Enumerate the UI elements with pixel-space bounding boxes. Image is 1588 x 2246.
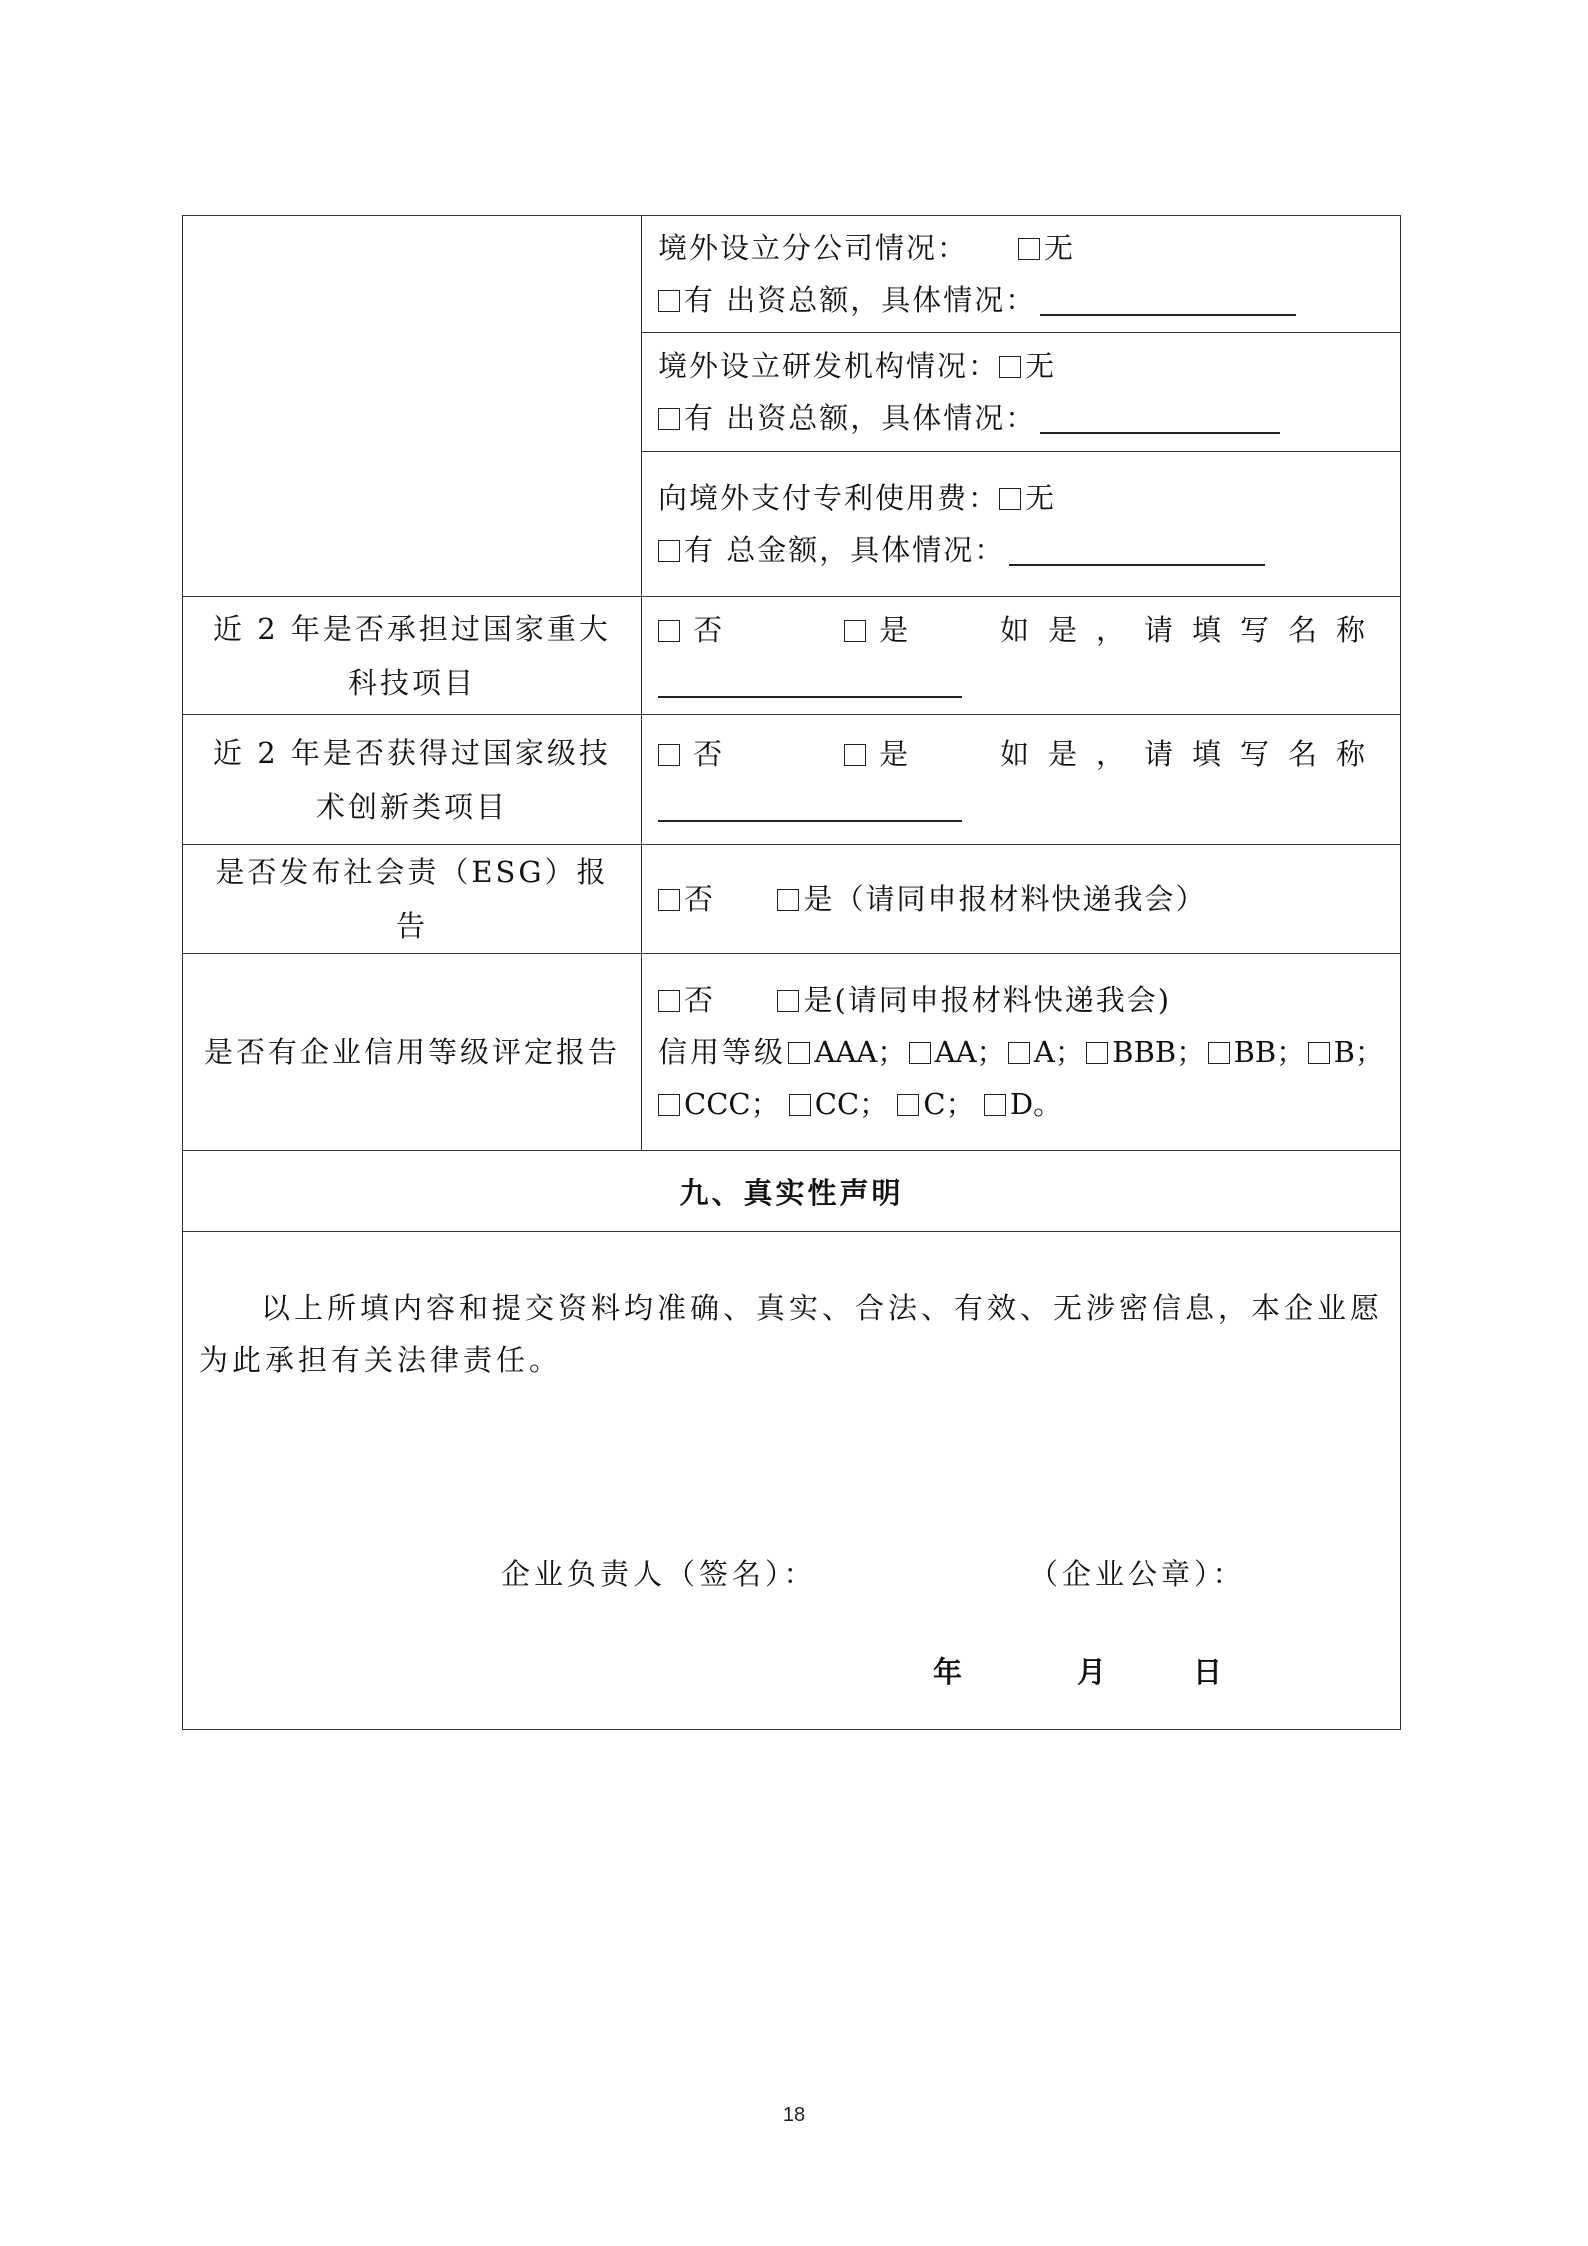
row-major-project — [183, 597, 1401, 715]
esg-no-checkbox[interactable] — [658, 889, 680, 911]
major-project-no-label: 否 — [693, 612, 723, 647]
grade-b-label: B； — [1333, 1035, 1384, 1069]
credit-no-checkbox[interactable] — [658, 990, 680, 1012]
overseas-rd-cell — [642, 333, 1401, 452]
overseas-branch-none-label: 无 — [1044, 231, 1076, 265]
esg-label: 是否发布社会责（ESG）报告 — [183, 845, 642, 954]
year-label: 年 — [933, 1655, 963, 1689]
row-esg — [183, 845, 1401, 954]
grade-d-label: D。 — [1009, 1087, 1063, 1121]
grade-a-label: A； — [1033, 1035, 1084, 1069]
overseas-branch-has-checkbox[interactable] — [658, 290, 680, 312]
overseas-branch-detail-field[interactable] — [1040, 284, 1296, 316]
overseas-branch-none-checkbox[interactable] — [1018, 238, 1040, 260]
grade-bbb-label: BBB； — [1112, 1035, 1206, 1069]
patent-fee-cell — [642, 452, 1401, 597]
innovation-project-label: 近 2 年是否获得过国家级技术创新类项目 — [183, 715, 642, 845]
patent-fee-detail-label: 总金额，具体情况： — [726, 533, 1006, 567]
esg-cell — [642, 845, 1401, 954]
row-section-title — [183, 1151, 1401, 1232]
grade-d-checkbox[interactable] — [984, 1094, 1006, 1116]
grade-ccc-label: CCC； — [684, 1087, 780, 1121]
major-project-fill-hint — [1000, 604, 1384, 656]
empty-left-cell — [183, 216, 642, 597]
overseas-rd-none-label: 无 — [1025, 349, 1057, 383]
innovation-project-no-label: 否 — [693, 736, 723, 771]
innovation-project-yes-checkbox[interactable] — [844, 744, 866, 766]
row-innovation-project — [183, 715, 1401, 845]
grade-a-checkbox[interactable] — [1008, 1042, 1030, 1064]
credit-yes-label: 是(请同申报材料快递我会) — [803, 983, 1172, 1017]
overseas-branch-label: 境外设立分公司情况： — [658, 231, 969, 265]
esg-yes-checkbox[interactable] — [777, 889, 799, 911]
innovation-project-name-field[interactable] — [658, 790, 962, 822]
month-label: 月 — [1077, 1655, 1107, 1689]
grade-bb-label: BB； — [1233, 1035, 1306, 1069]
grade-cc-checkbox[interactable] — [789, 1094, 811, 1116]
major-project-cell — [642, 597, 1401, 715]
esg-no-label: 否 — [684, 882, 716, 916]
overseas-rd-has-label: 有 — [684, 401, 716, 435]
overseas-rd-has-checkbox[interactable] — [658, 408, 680, 430]
innovation-project-cell — [642, 715, 1401, 845]
overseas-branch-has-label: 有 — [684, 283, 716, 317]
patent-fee-has-checkbox[interactable] — [658, 540, 680, 562]
grade-c-label: C； — [923, 1087, 975, 1121]
page-number: 18 — [782, 2104, 806, 2126]
grade-ccc-checkbox[interactable] — [658, 1094, 680, 1116]
grade-c-checkbox[interactable] — [897, 1094, 919, 1116]
grade-bbb-checkbox[interactable] — [1086, 1042, 1108, 1064]
credit-cell — [642, 954, 1401, 1151]
patent-fee-label: 向境外支付专利使用费： — [658, 481, 1000, 515]
row-overseas-branch — [183, 216, 1401, 333]
row-declaration — [183, 1232, 1401, 1730]
declaration-cell — [183, 1232, 1401, 1730]
esg-yes-label: 是（请同申报材料快递我会） — [803, 882, 1207, 916]
patent-fee-has-label: 有 — [684, 533, 716, 567]
overseas-branch-detail-label: 出资总额，具体情况： — [726, 283, 1037, 317]
overseas-branch-cell — [642, 216, 1401, 333]
grade-cc-label: CC； — [814, 1087, 889, 1121]
row-credit-rating — [183, 954, 1401, 1151]
declaration-text: 以上所填内容和提交资料均准确、真实、合法、有效、无涉密信息，本企业愿为此承担有关法律责任。 — [199, 1291, 1384, 1377]
section-title: 九、真实性声明 — [183, 1151, 1401, 1232]
major-project-name-field[interactable] — [658, 666, 962, 698]
grade-aa-label: AA； — [934, 1035, 1006, 1069]
day-label: 日 — [1193, 1655, 1223, 1689]
credit-yes-checkbox[interactable] — [777, 990, 799, 1012]
innovation-project-fill-label: 如是，请填写名称 — [999, 736, 1384, 771]
patent-fee-detail-field[interactable] — [1009, 534, 1265, 566]
grade-aa-checkbox[interactable] — [909, 1042, 931, 1064]
major-project-yes-checkbox[interactable] — [844, 620, 866, 642]
major-project-yes-label: 是 — [879, 612, 909, 647]
credit-label: 是否有企业信用等级评定报告 — [183, 954, 642, 1151]
grade-b-checkbox[interactable] — [1308, 1042, 1330, 1064]
credit-grade-label: 信用等级 — [658, 1035, 787, 1069]
application-form-table — [182, 215, 1401, 1730]
overseas-rd-detail-field[interactable] — [1040, 402, 1280, 434]
credit-no-label: 否 — [684, 983, 716, 1017]
major-project-label: 近 2 年是否承担过国家重大科技项目 — [183, 597, 642, 715]
major-project-no-checkbox[interactable] — [658, 620, 680, 642]
overseas-rd-detail-label: 出资总额，具体情况： — [726, 401, 1037, 435]
seal-label: （企业公章）： — [1029, 1557, 1246, 1591]
patent-fee-none-checkbox[interactable] — [999, 488, 1021, 510]
patent-fee-none-label: 无 — [1025, 481, 1057, 515]
innovation-project-no-checkbox[interactable] — [658, 744, 680, 766]
overseas-rd-label: 境外设立研发机构情况： — [658, 349, 1000, 383]
grade-aaa-label: AAA； — [814, 1035, 907, 1069]
major-project-fill-label: 如是，请填写名称 — [999, 612, 1384, 647]
signer-label: 企业负责人（签名）： — [501, 1557, 817, 1591]
grade-bb-checkbox[interactable] — [1208, 1042, 1230, 1064]
grade-aaa-checkbox[interactable] — [788, 1042, 810, 1064]
innovation-project-yes-label: 是 — [879, 736, 909, 771]
overseas-rd-none-checkbox[interactable] — [999, 356, 1021, 378]
